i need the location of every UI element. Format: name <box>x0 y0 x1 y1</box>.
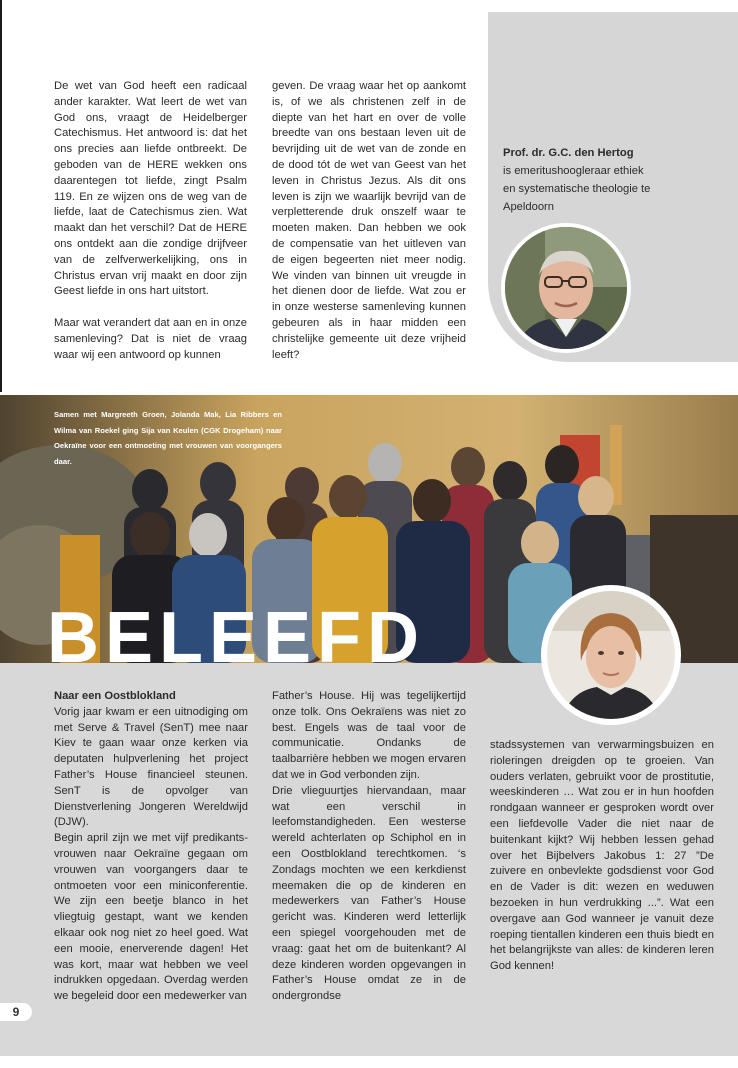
page-number: 9 <box>0 1003 32 1021</box>
left-margin-rule <box>0 0 2 392</box>
article-subheading: Naar een Oostblokland <box>54 690 176 702</box>
author-portrait-image <box>505 227 627 349</box>
paragraph: Maar wat verandert dat aan en in onze samenleving? Dat is niet de vraag waar wij een antwoord op kunnen <box>54 316 247 361</box>
paragraph: De wet van God heeft een radicaal ander karakter. Wat leert de wet van God ons, vraagt de Heidelberger Catechismus. Het antwoord is: dat het ons precies aan liefde ontbreekt. De geboden van de HERE wekken ons daarentegen tot liefde, zingt Psalm 119. En ze wijzen ons de weg van de liefde, laat de Catechismus zien. Wat maakt dan het verschil? Dat de HERE ons ontdekt aan die zondige drijfveer van de zelfverwerkelijking, ons in Christus ervan vrij maakt en door zijn Geest liefde in ons hart uitstort. <box>54 80 247 298</box>
paragraph: stadssystemen van verwarmingsbuizen en rioleringen dreigden op te groeien. Van ouders verlaten, gebruikt voor de prostitutie, weeskinderen … Wat zou er in hun hoofden rondgaan wanneer er gesproken wordt over een liefdevolle Vader die niet naar de buitenkant kijkt? Wij hebben lessen gehad over het Bijbelvers Jakobus 1: 27 ”De zuivere en onbevlekte godsdienst voor God en de Vader is dit: wezen en weduwen bezoeken in hun verdrukking ...”. Wat een overgave aan God wanneer je vanuit deze roeping tientallen kinderen een thuis biedt en het belangrijkste van alles: de kinderen leren God kennen! <box>490 739 714 973</box>
article-bottom-column-3 <box>490 738 714 975</box>
paragraph: Father’s House. Hij was tegelijkertijd onze tolk. Ons Oekraïens was niet zo best. Engels was de taal voor de communicatie. Ondanks de taalbarrière hebben we mogen ervaren dat we in God verbonden zijn. Drie vlieguurtjes hiervandaan, maar wat een verschil in leefomstandigheden. Een westerse wereld achterlaten op Schiphol en in een Oostblokland terechtkomen. ‘s Zondags mochten we een kerkdienst meemaken die op de kinderen en medewerkers van Father’s House gericht was. Kinderen werd letterlijk een spiegel voorgehouden met de vraag: gaat het om de buitenkant? Al deze kinderen worden opgevangen in Father’s House omdat ze in de ondergrondse <box>272 690 466 1003</box>
writer-portrait <box>541 585 681 725</box>
paragraph: Vorig jaar kwam er een uitnodiging om met Serve & Travel (SenT) mee naar Kiev te gaan waar onze kerken via deputaten hulpverlening het project Father’s House financieel steunen. SenT is de opvolger van Dienstverlening Jongeren Wereldwijd (DJW). Begin april zijn we met vijf predikants-vrouwen naar Oekraïne gegaan om vrouwen van voorgangers daar te ontmoeten voor een miniconferentie. We zijn een beetje blanco in het vliegtuig gestapt, want we kenden elkaar ook nog niet zo heel goed. Wat een mooie, enerverende dagen! Het was kort, maar wat hebben we veel indrukken opgedaan. Overdag werden we begeleid door een medewerker van <box>54 705 248 1003</box>
author-description: is emeritushoogleraar ethiek en systematische theologie te Apeldoorn <box>503 165 651 213</box>
section-headline: BELEEFD <box>47 598 426 678</box>
article-bottom-column-2 <box>272 689 466 1005</box>
article-bottom-column-1 <box>54 689 248 1005</box>
article-top-column-2 <box>272 79 466 363</box>
paragraph: geven. De vraag waar het op aankomt is, of we als christenen zelf in de diepte van het hart en over de volle breedte van ons bestaan leven uit de bevrijding uit de wet van de zonde en de dood tót de wet van Geest van het leven in Christus Jezus. Als dit ons leven is zijn we waarlijk bevrijd van de verpletterende druk onszelf waar te moeten maken. Dan hebben we ook de compensatie van het uitleven van de eigen begeerten niet meer nodig. We vinden van binnen uit vreugde in het dienen door de liefde. Wat zou er in onze westerse samenleving kunnen gebeuren als in haar midden een christelijke gemeente uit deze vrijheid leeft? <box>272 80 466 361</box>
writer-portrait-image <box>547 591 675 719</box>
article-top-column-1 <box>54 79 247 363</box>
photo-caption: Samen met Margreeth Groen, Jolanda Mak, Lia Ribbers en Wilma van Roekel ging Sija van Keulen (CGK Drogeham) naar Oekraïne voor een ontmoeting met vrouwen van voorgangers daar. <box>54 410 282 466</box>
author-name: Prof. dr. G.C. den Hertog <box>503 147 634 159</box>
author-portrait <box>501 223 631 353</box>
author-bio <box>503 144 723 216</box>
